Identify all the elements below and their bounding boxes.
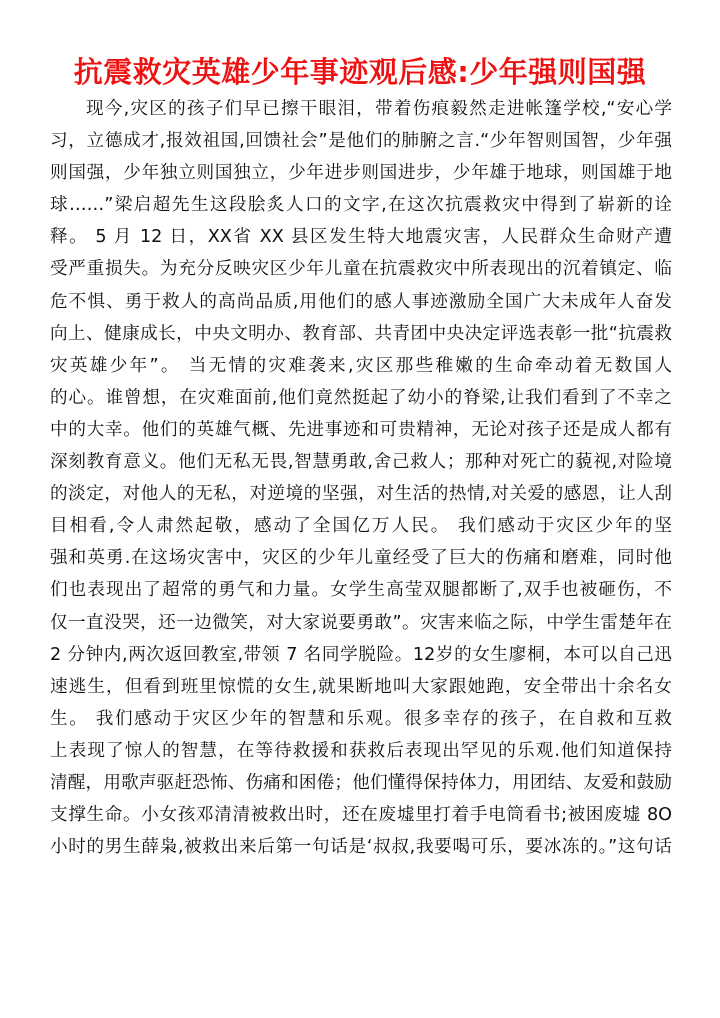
body-line: 的心。谁曾想，在灾难面前,他们竟然挺起了幼小的脊梁,让我们看到了不幸之 [50,387,672,408]
body-line: 的淡定，对他人的无私，对逆境的坚强，对生活的热情,对关爱的感恩，让人刮 [50,484,672,505]
body-line: 支撑生命。小女孩邓清清被救出时，还在废墟里打着手电筒看书;被困废墟 8O [50,805,672,826]
body-line: 速逃生，但看到班里惊慌的女生,就果断地叫大家跟她跑，安全带出十余名女 [50,676,672,697]
body-line: 生。 我们感动于灾区少年的智慧和乐观。很多幸存的孩子，在自救和互救 [50,708,672,729]
body-line: 仅一直没哭，还一边微笑，对大家说要勇敢”。灾害来临之际，中学生雷楚年在 [50,612,672,633]
body-line: 现今,灾区的孩子们早已擦干眼泪，带着伤痕毅然走进帐篷学校,“安心学 [86,99,672,119]
body-line: 上表现了惊人的智慧，在等待救援和获救后表现出罕见的乐观.他们知道保持 [50,740,672,761]
document-title: 抗震救灾英雄少年事迹观后感:少年强则国强 [73,55,647,89]
document-body [50,93,672,863]
body-line: 受严重损失。为充分反映灾区少年儿童在抗震救灾中所表现出的沉着镇定、临 [50,259,672,280]
body-line: 深刻教育意义。他们无私无畏,智慧勇敢,舍己救人；那种对死亡的藐视,对险境 [50,452,672,473]
body-line: 强和英勇.在这场灾害中，灾区的少年儿童经受了巨大的伤痛和磨难，同时他 [50,548,672,569]
body-line: 习，立德成才,报效祖国,回馈社会”是他们的肺腑之言.“少年智则国智，少年强 [50,131,672,152]
body-line: 则国强，少年独立则国独立，少年进步则国进步，少年雄于地球，则国雄于地 [50,163,672,184]
body-line: 目相看,令人肃然起敬，感动了全国亿万人民。 我们感动于灾区少年的坚 [50,516,672,537]
body-line: 小时的男生薛枭,被救出来后第一句话是‘叔叔,我要喝可乐，要冰冻的。”这句话 [50,837,672,858]
body-line: 中的大幸。他们的英雄气概、先进事迹和可贵精神，无论对孩子还是成人都有 [50,419,672,440]
body-line: 清醒，用歌声驱赶恐怖、伤痛和困倦；他们懂得保持体力，用团结、友爱和鼓励 [50,772,672,793]
body-line: 向上、健康成长，中央文明办、教育部、共青团中央决定评选表彰一批“抗震救 [50,323,672,344]
body-line: 危不惧、勇于救人的高尚品质,用他们的感人事迹激励全国广大未成年人奋发 [50,291,672,312]
body-line: 们也表现出了超常的勇气和力量。女学生高莹双腿都断了,双手也被砸伤，不 [50,580,672,601]
body-line: 灾英雄少年”。 当无情的灾难袭来,灾区那些稚嫩的生命牵动着无数国人 [50,355,672,376]
body-line: 球……”梁启超先生这段脍炙人口的文字,在这次抗震救灾中得到了崭新的诠 [50,195,672,216]
body-line: 释。 5 月 12 日，XX省 XX 县区发生特大地震灾害，人民群众生命财产遭 [50,227,672,248]
body-line: 2 分钟内,两次返回教室,带领 7 名同学脱险。12岁的女生廖桐，本可以自己迅 [50,644,672,665]
